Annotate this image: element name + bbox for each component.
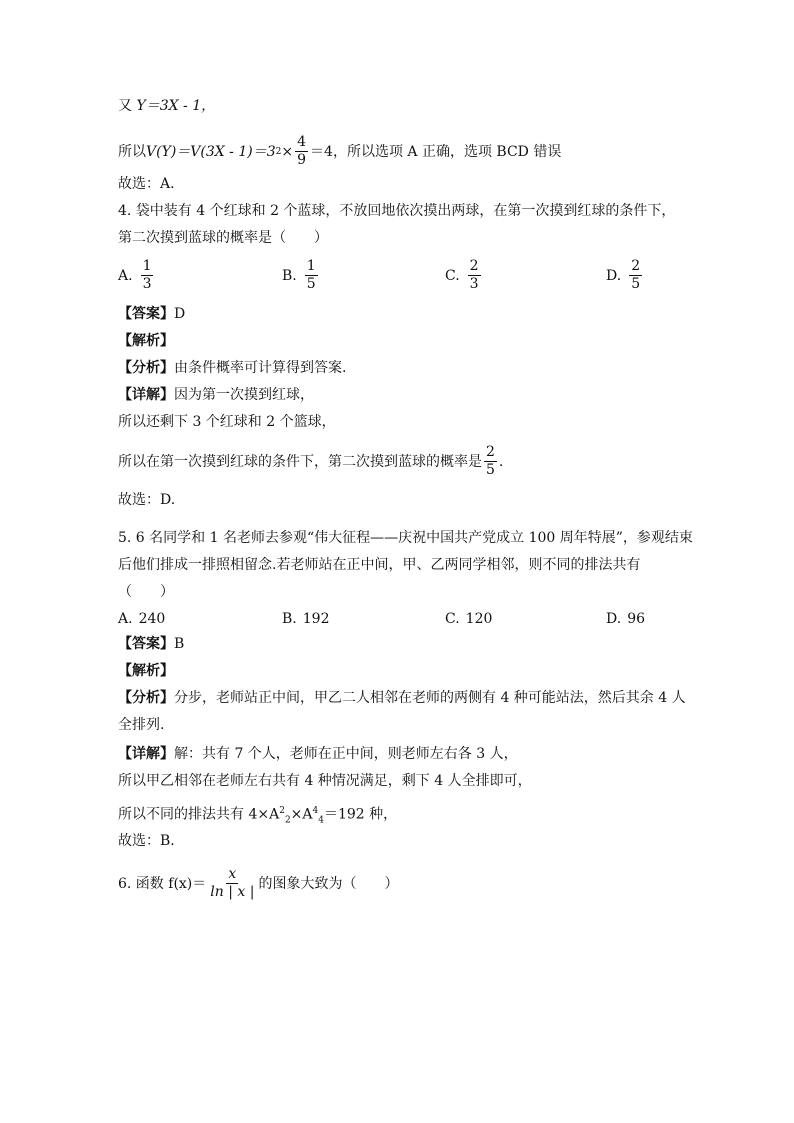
fraction xyxy=(468,258,481,293)
q4-xiangjie-3 xyxy=(118,444,503,479)
fraction xyxy=(629,258,642,293)
fraction xyxy=(295,134,308,169)
q5-analysis-tag: 【解析】 xyxy=(118,663,174,679)
superscript: 2 xyxy=(279,806,285,816)
q4-analysis-tag: 【解析】 xyxy=(118,333,174,349)
option-label: D. xyxy=(606,267,622,284)
denominator: ln | x | xyxy=(210,884,255,900)
q4-option-a xyxy=(118,258,155,293)
math: V(Y)＝V(3X - 1)＝3 xyxy=(146,143,276,160)
option-value: 120 xyxy=(465,611,493,627)
xiangjie-text: 所以在第一次摸到红球的条件下，第二次摸到蓝球的概率是 xyxy=(118,453,482,470)
q5-choose: 故选：B. xyxy=(118,833,175,849)
option-value: 240 xyxy=(138,611,166,627)
q5-fenxi-1 xyxy=(118,688,686,708)
q5-option-b xyxy=(282,609,329,629)
option-label: C. xyxy=(445,611,460,627)
denominator: 9 xyxy=(297,152,307,168)
fraction xyxy=(141,258,154,293)
q4-choose: 故选：D. xyxy=(118,492,176,508)
subscript: 4 xyxy=(318,815,324,826)
answer-tag: 【答案】 xyxy=(118,636,174,652)
xiangjie-text: 解：共有 7 个人，老师在正中间，则老师左右各 3 人， xyxy=(174,746,518,762)
prev-solution-line-2 xyxy=(118,134,561,169)
fenxi-text: 分步，老师站正中间，甲乙二人相邻在老师的两侧有 4 种可能站法，然后其余 4 人 xyxy=(174,690,686,706)
q5-xiangjie-3 xyxy=(118,801,397,830)
xiangjie-text: 所以不同的排法共有 4×A xyxy=(118,806,280,823)
option-label: A. xyxy=(118,611,133,627)
stem-text: 的图象大致为（ ） xyxy=(258,875,399,892)
math: Y＝3X - 1， xyxy=(136,98,216,114)
q5-option-a xyxy=(118,609,165,629)
option-label: B. xyxy=(282,267,297,284)
fenxi-text: 由条件概率可计算得到答案. xyxy=(174,360,347,376)
answer-value: B xyxy=(174,636,185,652)
option-label: C. xyxy=(445,267,460,284)
numerator: 2 xyxy=(469,258,479,274)
q5-xiangjie-1 xyxy=(118,744,518,764)
denominator: 5 xyxy=(631,276,641,292)
subscript: 2 xyxy=(284,815,291,826)
xiangjie-text: 因为第一次摸到红球， xyxy=(174,387,314,403)
denominator: 3 xyxy=(469,276,479,292)
q4-answer xyxy=(118,304,185,324)
q4-xiangjie-1 xyxy=(118,385,314,405)
q4-fenxi xyxy=(118,358,346,378)
q5-stem-line-2: 后他们排成一排照相留念.若老师站在正中间，甲、乙两同学相邻，则不同的排法共有 xyxy=(118,557,641,573)
prev-solution-choose: 故选：A. xyxy=(118,176,175,192)
fraction xyxy=(484,444,497,479)
math: ＝4 xyxy=(310,143,333,160)
text: 又 xyxy=(118,98,137,114)
q5-answer xyxy=(118,634,184,654)
superscript: 2 xyxy=(275,146,282,157)
fraction xyxy=(305,258,318,293)
answer-value: D xyxy=(174,306,186,322)
q5-fenxi-2: 全排列. xyxy=(118,717,165,733)
fenxi-tag: 【分析】 xyxy=(118,360,174,376)
text: 所以 xyxy=(118,143,146,160)
numerator: 2 xyxy=(486,444,495,460)
q4-option-b xyxy=(282,258,320,293)
q4-option-d xyxy=(606,258,644,293)
superscript: 4 xyxy=(312,806,319,816)
option-value: 192 xyxy=(302,611,330,627)
option-label: A. xyxy=(118,267,133,284)
q4-stem-line-2: 第二次摸到蓝球的概率是（ ） xyxy=(118,230,328,246)
option-label: B. xyxy=(282,611,297,627)
xiangjie-text: ＝192 种， xyxy=(323,806,398,823)
q5-xiangjie-2: 所以甲乙相邻在老师左右共有 4 种情况满足，剩下 4 人全排即可， xyxy=(118,773,532,789)
numerator: 1 xyxy=(306,258,316,274)
times-sign: × xyxy=(281,143,294,160)
option-value: 96 xyxy=(627,611,646,627)
numerator: 4 xyxy=(297,134,307,150)
numerator: 2 xyxy=(631,258,641,274)
q6-stem xyxy=(118,866,398,901)
q5-stem-line-3: （ ） xyxy=(118,584,174,600)
text: ，所以选项 A 正确，选项 BCD 错误 xyxy=(332,143,562,160)
option-label: D. xyxy=(606,611,622,627)
q5-stem-line-1: 5. 6 名同学和 1 名老师去参观“伟大征程——庆祝中国共产党成立 100 周年特展”，参观结束 xyxy=(118,530,693,546)
period: . xyxy=(498,453,504,470)
q4-xiangjie-2: 所以还剩下 3 个红球和 2 个篮球， xyxy=(118,414,336,430)
stem-text: 6. 函数 f(x)＝ xyxy=(118,875,207,892)
math: ×A xyxy=(290,806,313,823)
fraction xyxy=(208,866,256,901)
xiangjie-tag: 【详解】 xyxy=(118,746,174,762)
denominator: 5 xyxy=(306,276,316,292)
prev-solution-line-1 xyxy=(118,96,215,116)
q4-option-c xyxy=(445,258,483,293)
denominator: 5 xyxy=(486,462,495,478)
q5-option-c xyxy=(445,609,492,629)
answer-tag: 【答案】 xyxy=(118,306,174,322)
numerator: x xyxy=(228,866,237,882)
denominator: 3 xyxy=(142,276,152,292)
q5-option-d xyxy=(606,609,645,629)
numerator: 1 xyxy=(142,258,152,274)
fenxi-tag: 【分析】 xyxy=(118,690,174,706)
q4-stem-line-1: 4. 袋中装有 4 个红球和 2 个蓝球，不放回地依次摸出两球，在第一次摸到红球的条件下， xyxy=(118,203,676,219)
xiangjie-tag: 【详解】 xyxy=(118,387,174,403)
